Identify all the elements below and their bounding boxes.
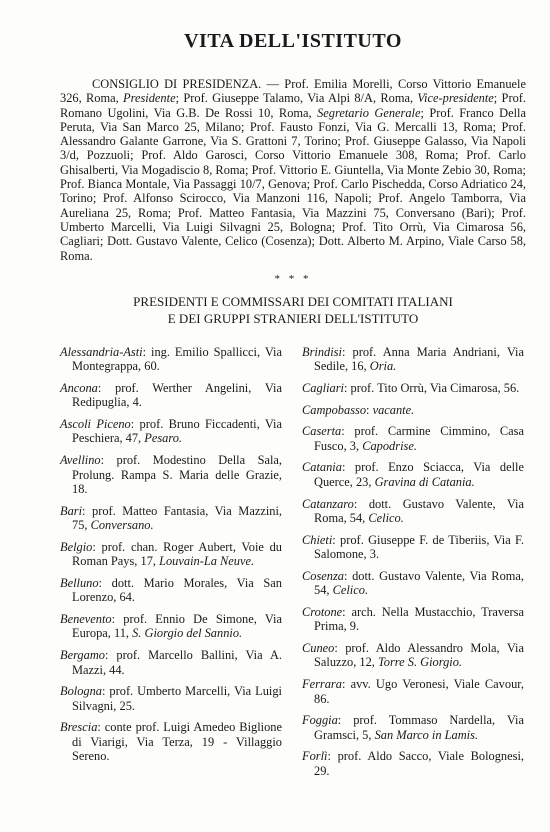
committee-entry xyxy=(60,540,282,569)
committee-city: Brindisi xyxy=(302,344,342,359)
committee-details: : arch. Nella Mustacchio, Traversa Prima, 9. xyxy=(314,604,524,634)
committee-entry xyxy=(302,497,524,526)
committee-entry xyxy=(302,460,524,489)
committee-entry xyxy=(60,612,282,641)
committee-details: : xyxy=(366,402,373,417)
committee-city: Cuneo xyxy=(302,641,335,656)
committee-entry xyxy=(302,713,524,742)
council-segment: ; Prof. Giuseppe Talamo, Via Alpi 8/A, Roma, xyxy=(175,91,418,106)
council-segment: ; Prof. Romano Ugolini, Via G.B. De Rossi 10, Roma, xyxy=(60,91,526,120)
section-heading-line-1: PRESIDENTI E COMMISSARI DEI COMITATI ITALIANI xyxy=(133,293,453,309)
committee-city: Bari xyxy=(60,503,83,518)
committee-city: Crotone xyxy=(302,604,343,619)
committee-city: Catanzaro xyxy=(302,496,354,511)
committee-locality: Celico. xyxy=(332,583,369,598)
committee-city: Belgio xyxy=(60,539,93,554)
committee-city: Brescia xyxy=(60,720,98,735)
committee-details: : prof. Ennio De Simone, Via Europa, 11, xyxy=(72,612,282,641)
committee-details: : prof. Enzo Sciacca, Via delle Querce, 23, xyxy=(314,460,524,489)
committee-city: Benevento xyxy=(60,612,112,627)
committee-details: : prof. Bruno Ficcadenti, Via Peschiera, 47, xyxy=(72,417,282,446)
committee-city: Foggia xyxy=(302,713,338,728)
committee-locality: San Marco in Lamis. xyxy=(374,727,479,742)
committee-details: : conte prof. Luigi Amedeo Biglione di Viarigi, Via Terza, 19 - Villaggio Sereno. xyxy=(72,720,282,764)
committee-locality: Pesaro. xyxy=(144,431,183,446)
committee-entry xyxy=(302,345,524,374)
council-segment: ; Prof. Franco Della Peruta, Via San Marco 25, Milano; Prof. Fausto Fonzi, Via G. Mercalli 13, Roma; Prof. Alessandro Galante Garrone, Via S. Grattoni 7, Torino; Prof. Giuseppe Galasso, Via Napoli 3/d, Pozzuoli; Prof. Aldo Garosci, Corso Vittorio Emanuele 308, Roma; Prof. Carlo Ghisalberti, Via Mogadiscio 8, Roma; Prof. Vittorio E. Giuntella, Via Monte Zebio 30, Roma; Prof. Bianca Montale, Via Passaggi 10/7, Genova; Prof. Carlo Pischedda, Corso Adriatico 24, Torino; Prof. Alfonso Scirocco, Via Manzoni 116, Napoli; Prof. Angelo Tamborra, Via Aureliana 25, Roma; Prof. Matteo Fantasia, Via Mazzini 75, Conversano (Bari); Prof. Umberto Marcelli, Via Luigi Silvagni 25, Bologna; Prof. Tito Orrù, Via Cimarosa 56, Cagliari; Dott. Gustavo Valente, Celico (Cosenza); Dott. Alberto M. Arpino, Viale Carso 58, Roma. xyxy=(60,105,526,263)
committee-locality: vacante. xyxy=(372,402,415,417)
committee-city: Alessandria-Asti xyxy=(60,344,143,359)
committee-locality: Conversano. xyxy=(90,518,154,533)
committee-entry xyxy=(60,417,282,446)
committee-entry xyxy=(60,345,282,374)
committee-details: : prof. Modestino Della Sala, Prolung. Rampa S. Maria delle Grazie, 18. xyxy=(72,453,282,496)
committee-entry xyxy=(302,605,524,634)
committee-city: Ascoli Piceno xyxy=(60,417,131,432)
committee-entry xyxy=(60,684,282,713)
committee-details: : prof. Marcello Ballini, Via A. Mazzi, 44. xyxy=(72,648,282,677)
committee-entry xyxy=(302,381,524,395)
committee-city: Bologna xyxy=(60,684,102,699)
committee-entry xyxy=(60,504,282,533)
committee-city: Avellino xyxy=(60,453,101,468)
committee-city: Ancona xyxy=(60,380,98,395)
council-segment: Vice-presidente xyxy=(417,91,494,106)
committee-details: : dott. Mario Morales, Via San Lorenzo, 64. xyxy=(72,575,282,605)
committee-details: : dott. Gustavo Valente, Via Roma, 54, xyxy=(314,568,524,598)
committee-entry xyxy=(302,641,524,670)
committee-details: : prof. Giuseppe F. de Tiberiis, Via F. Salomone, 3. xyxy=(314,532,524,562)
committee-city: Catania xyxy=(302,460,342,475)
committee-details: : prof. Aldo Alessandro Mola, Via Saluzzo, 12, xyxy=(314,641,524,670)
committee-entry xyxy=(60,648,282,677)
committee-details: : prof. Carmine Cimmino, Casa Fusco, 3, xyxy=(314,424,524,453)
committee-details: : prof. Anna Maria Andriani, Via Sedile, 16, xyxy=(314,344,524,374)
committee-locality: S. Giorgio del Sannio. xyxy=(132,626,243,641)
committee-entry xyxy=(60,453,282,496)
committee-city: Caserta xyxy=(302,424,342,439)
committee-entry xyxy=(60,381,282,410)
committee-entry xyxy=(60,576,282,605)
council-body xyxy=(60,77,526,263)
committee-city: Chieti xyxy=(302,532,333,547)
committee-details: : avv. Ugo Veronesi, Viale Cavour, 86. xyxy=(314,677,524,706)
committee-entry xyxy=(302,533,524,562)
committee-city: Campobasso xyxy=(302,402,367,417)
committee-city: Bergamo xyxy=(60,648,105,663)
committee-city: Cosenza xyxy=(302,568,344,583)
committee-locality: Torre S. Giorgio. xyxy=(378,655,463,670)
committee-details: : prof. chan. Roger Aubert, Voie du Roman Pays, 17, xyxy=(72,539,282,569)
right-column xyxy=(302,345,524,786)
committee-entry xyxy=(302,403,524,417)
section-heading xyxy=(60,293,526,327)
council-segment: Presidente xyxy=(123,91,176,106)
committee-entry xyxy=(60,720,282,763)
committee-details: : ing. Emilio Spallicci, Via Montegrappa, 60. xyxy=(72,344,282,374)
council-segment: Segretario Generale xyxy=(317,105,421,120)
committee-city: Ferrara xyxy=(302,677,342,692)
committee-locality: Gravina di Catania. xyxy=(374,474,475,489)
committee-details: : prof. Werther Angelini, Via Redipuglia, 4. xyxy=(72,380,282,410)
section-separator: * * * xyxy=(274,272,312,285)
section-heading-line-2: E DEI GRUPPI STRANIERI DELL'ISTITUTO xyxy=(167,310,419,326)
committee-entry xyxy=(302,569,524,598)
committee-details: : prof. Matteo Fantasia, Via Mazzini, 75, xyxy=(72,503,282,533)
committee-details: : prof. Tito Orrù, Via Cimarosa, 56. xyxy=(344,380,520,395)
committee-locality: Oria. xyxy=(369,359,397,374)
committee-details: : dott. Gustavo Valente, Via Roma, 54, xyxy=(314,496,524,525)
committee-columns xyxy=(60,345,526,786)
committee-entry xyxy=(302,424,524,453)
committee-city: Forlì xyxy=(302,749,328,764)
committee-details: : prof. Umberto Marcelli, Via Luigi Silvagni, 25. xyxy=(72,684,282,713)
committee-city: Belluno xyxy=(60,575,99,590)
committee-details: : prof. Tommaso Nardella, Via Gramsci, 5, xyxy=(314,713,524,742)
left-column xyxy=(60,345,282,786)
committee-city: Cagliari xyxy=(302,380,344,395)
council-label: CONSIGLIO DI PRESIDENZA. xyxy=(92,77,262,91)
committee-entry xyxy=(302,749,524,778)
committee-locality: Celico. xyxy=(368,511,404,525)
committee-entry xyxy=(302,677,524,706)
page-title: VITA DELL'ISTITUTO xyxy=(184,30,402,52)
council-paragraph xyxy=(60,77,526,263)
council-segment: — Prof. Emilia Morelli, Corso Vittorio Emanuele 326, Roma, xyxy=(60,77,526,106)
committee-details: : prof. Aldo Sacco, Viale Bolognesi, 29. xyxy=(314,749,524,778)
committee-locality: Capodrise. xyxy=(362,438,417,453)
committee-locality: Louvain-La Neuve. xyxy=(159,554,255,569)
